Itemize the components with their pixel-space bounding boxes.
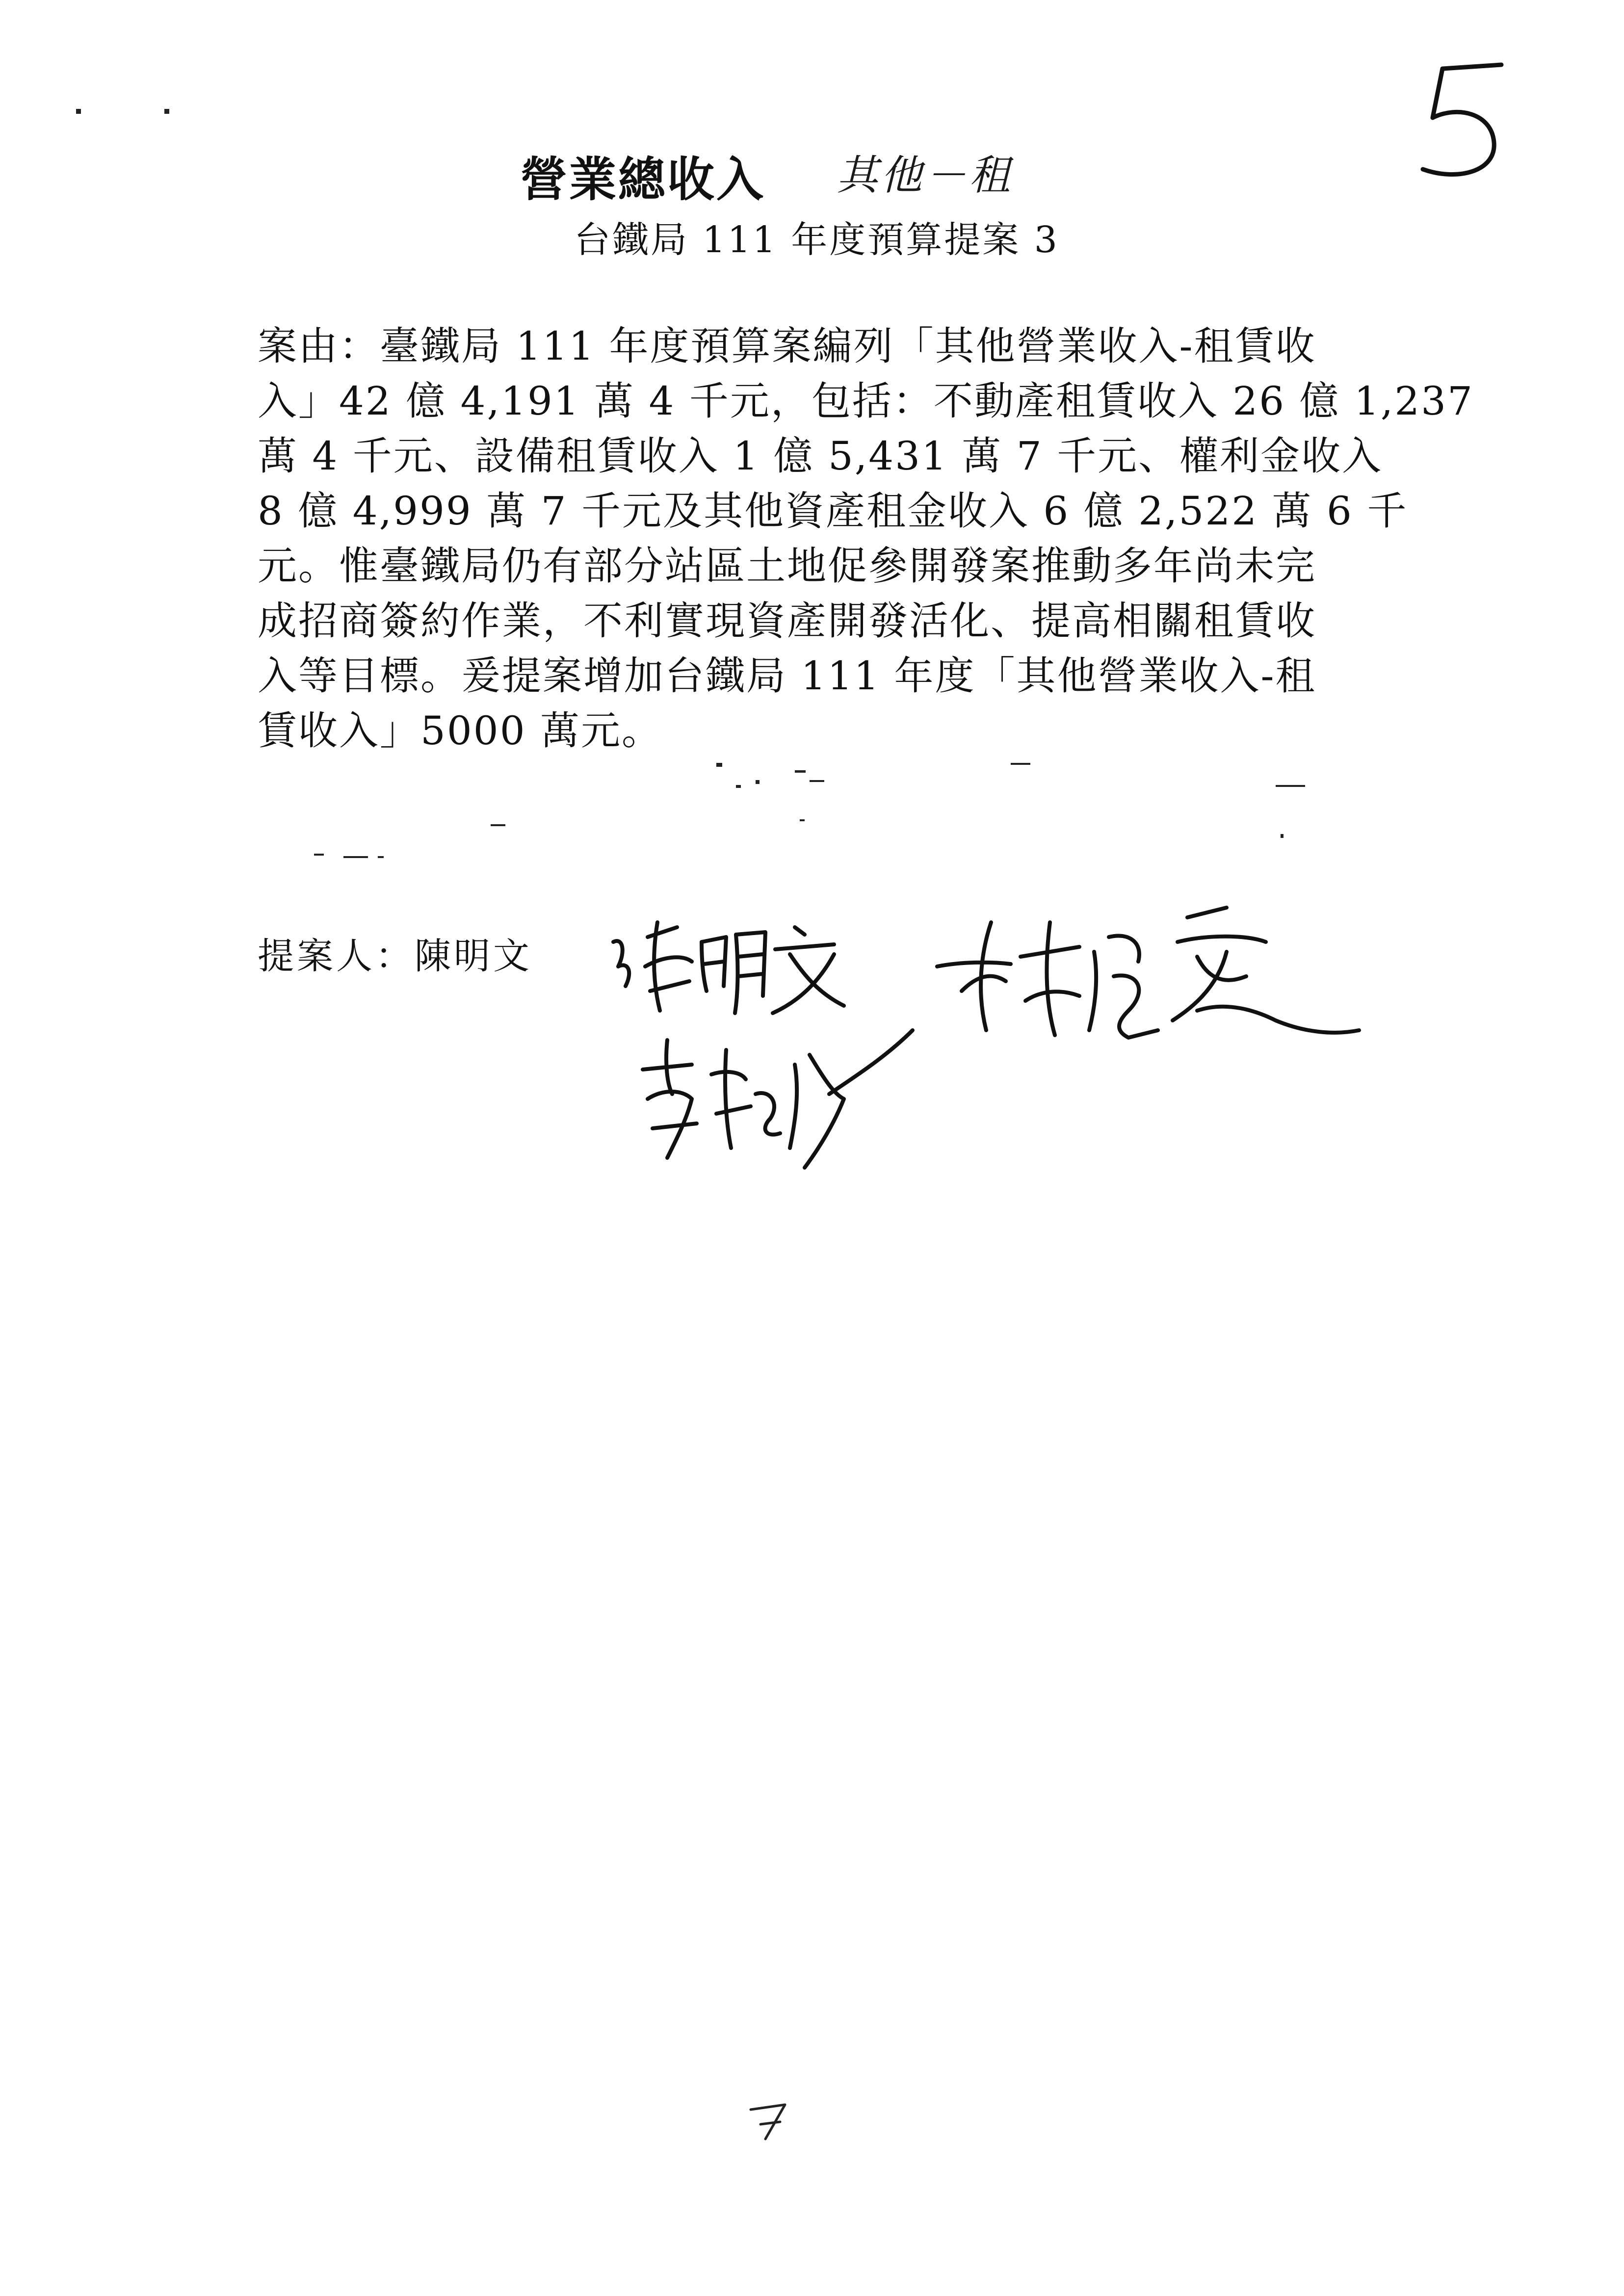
- title-printed: 營業總收入: [520, 152, 765, 207]
- body-line: 元。惟臺鐵局仍有部分站區土地促參開發案推動多年尚未完: [258, 543, 1316, 589]
- proposer-name: 陳明文: [415, 935, 532, 977]
- body-line: 入等目標。爰提案增加台鐵局 111 年度「其他營業收入-租: [258, 653, 1316, 699]
- body-line: 案由：臺鐵局 111 年度預算案編列「其他營業收入-租賃收: [258, 323, 1316, 369]
- handwritten-bottom-mark: [746, 2100, 795, 2144]
- body-line: 成招商簽約作業，不利實現資產開發活化、提高相關租賃收: [258, 598, 1316, 644]
- body-line: 8 億 4,999 萬 7 千元及其他資產租金收入 6 億 2,522 萬 6 千: [258, 488, 1408, 534]
- body-line: 賃收入」5000 萬元。: [258, 708, 663, 754]
- document-subtitle: 台鐵局 111 年度預算提案 3: [574, 219, 1059, 261]
- proposer-label: 提案人：: [258, 935, 415, 977]
- body-line: 萬 4 千元、設備租賃收入 1 億 5,431 萬 7 千元、權利金收入: [258, 433, 1383, 479]
- body-line: 入」42 億 4,191 萬 4 千元，包括：不動產租賃收入 26 億 1,237: [258, 378, 1474, 424]
- title-handwritten-annotation: 其他－租: [837, 151, 1014, 199]
